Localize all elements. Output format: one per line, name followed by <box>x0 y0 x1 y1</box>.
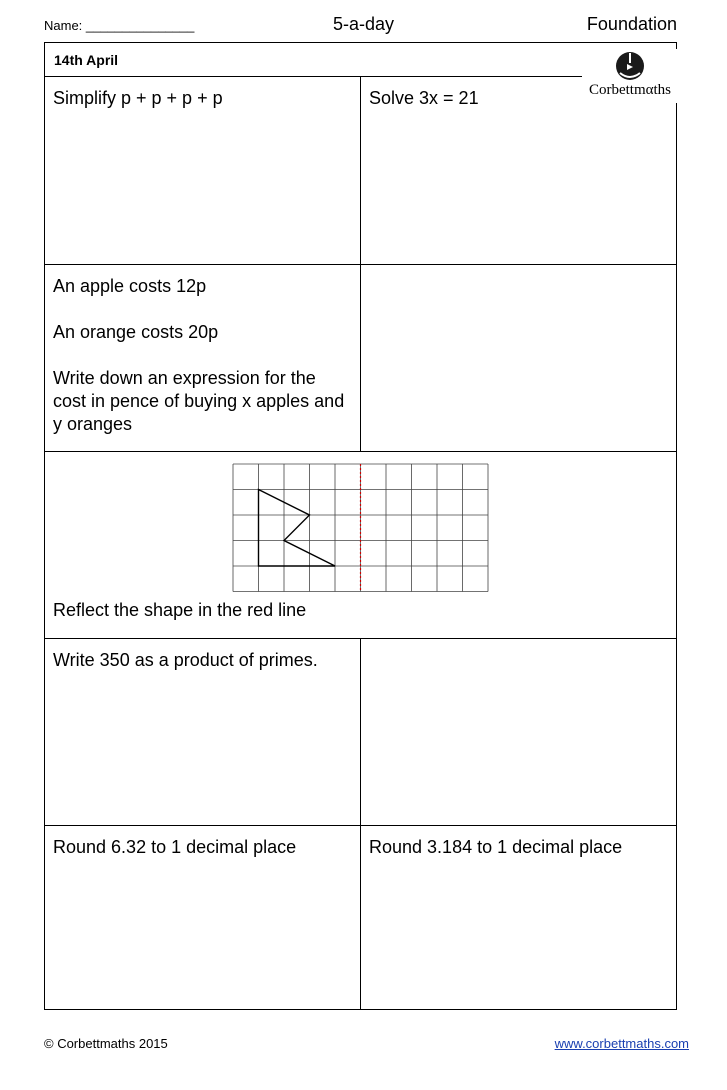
question-7-text: Round 3.184 to 1 decimal place <box>369 837 623 857</box>
blank-cell <box>361 639 678 825</box>
question-row-1 <box>45 77 676 265</box>
worksheet <box>44 42 677 1010</box>
date-label: 14th April <box>54 52 119 68</box>
question-4-text: Reflect the shape in the red line <box>53 600 307 620</box>
question-6-text: Round 6.32 to 1 decimal place <box>53 837 297 857</box>
shape-polygon <box>259 490 336 567</box>
question-2-text: Solve 3x = 21 <box>369 88 479 108</box>
question-row-2 <box>45 265 676 452</box>
page-title: 5-a-day <box>332 14 395 34</box>
question-3-line-1: An apple costs 12p <box>53 276 207 296</box>
grid-diagram <box>232 463 490 593</box>
question-cell-6 <box>45 826 361 1009</box>
reflection-grid <box>232 463 490 598</box>
question-row-5 <box>45 826 676 1009</box>
question-3-line-3: Write down an expression for the cost in pence of buying x apples and y oranges <box>53 368 345 434</box>
question-cell-4 <box>45 452 676 638</box>
question-5-text: Write 350 as a product of primes. <box>53 650 318 670</box>
blank-cell <box>361 265 678 451</box>
question-row-3 <box>45 452 676 639</box>
logo-text: Corbettmαths <box>588 82 672 98</box>
question-cell-1 <box>45 77 361 264</box>
name-field-label: Name: _______________ <box>44 18 195 33</box>
website-link[interactable]: www.corbettmaths.com <box>554 1036 689 1051</box>
question-1-text: Simplify p + p + p + p <box>53 88 223 108</box>
question-3-line-2: An orange costs 20p <box>53 322 219 342</box>
question-cell-2 <box>361 77 678 264</box>
question-cell-3 <box>45 265 361 451</box>
question-row-4 <box>45 639 676 826</box>
level-label: Foundation <box>586 14 677 34</box>
question-cell-7 <box>361 826 678 1009</box>
question-cell-5 <box>45 639 361 825</box>
question-3 <box>53 275 348 436</box>
copyright-text: © Corbettmaths 2015 <box>44 1036 168 1051</box>
